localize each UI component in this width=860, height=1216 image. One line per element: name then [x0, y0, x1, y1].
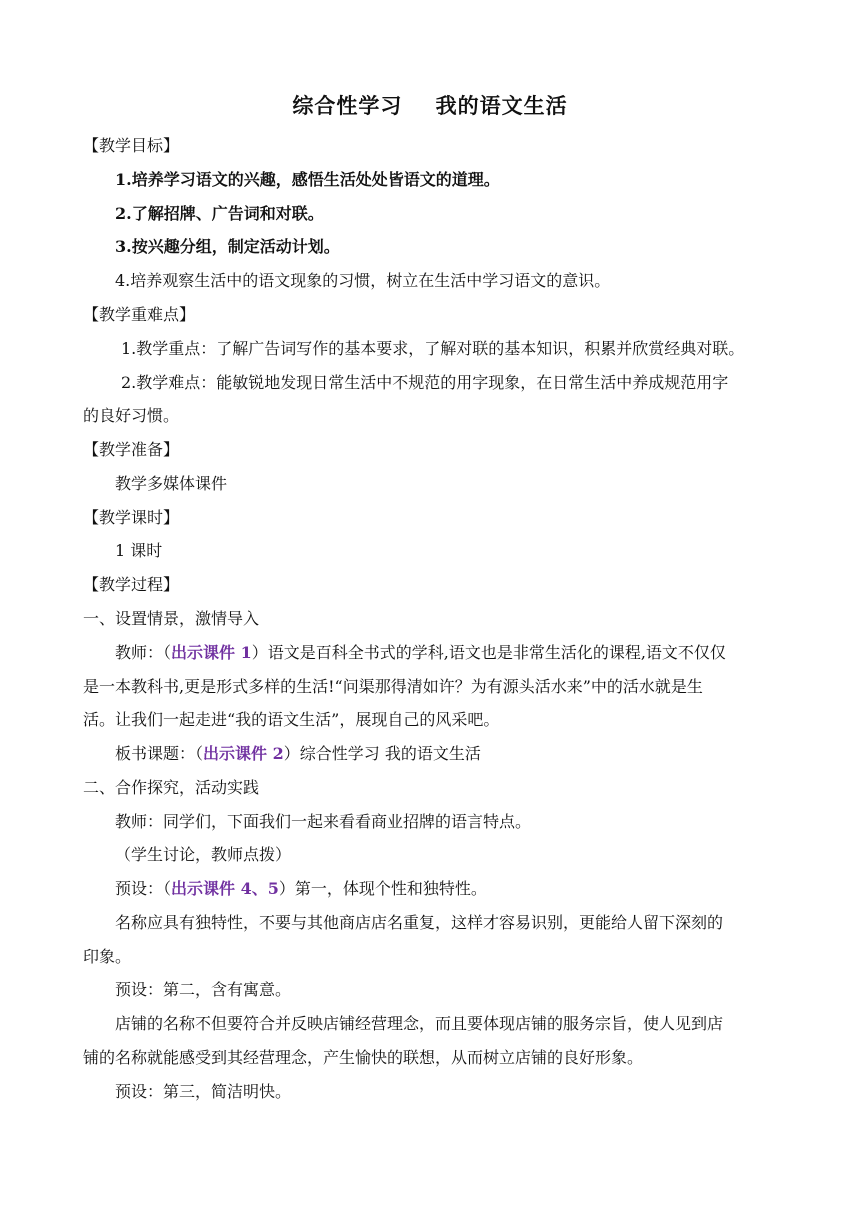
paragraph-line: 活。让我们一起走进“我的语文生活”，展现自己的风采吧。 [83, 710, 500, 729]
paragraph-line: 店铺的名称不但要符合并反映店铺经营理念，而且要体现店铺的服务宗旨，使人见到店 [115, 1014, 724, 1033]
section-heading-process: 【教学过程】 [83, 575, 180, 594]
period-text: 1 课时 [115, 541, 163, 560]
document-title: 综合性学习 我的语文生活 [292, 93, 568, 118]
section-heading-period: 【教学课时】 [83, 508, 180, 527]
goal-item: 4.培养观察生活中的语文现象的习惯，树立在生活中学习语文的意识。 [115, 271, 611, 290]
key-point-continuation: 的良好习惯。 [83, 406, 180, 425]
process-part2-heading: 二、合作探究，活动实践 [83, 778, 260, 797]
paragraph-text: ）语文是百科全书式的学科,语文也是非常生活化的课程,语文不仅仅 [251, 643, 726, 662]
paragraph-line: 预设：第二，含有寓意。 [115, 980, 292, 999]
paragraph-line: 教师：同学们，下面我们一起来看看商业招牌的语言特点。 [115, 812, 532, 831]
paragraph-line: 印象。 [83, 947, 132, 966]
paragraph-line [115, 744, 481, 764]
courseware-reference: 出示课件 1 [171, 643, 252, 662]
paragraph-line: 预设：第三，简洁明快。 [115, 1082, 292, 1101]
courseware-reference: 出示课件 4、5 [171, 879, 279, 898]
section-heading-key-points: 【教学重难点】 [83, 305, 196, 324]
paragraph-text: 预设：（ [115, 879, 172, 898]
paragraph-text: 教师：（ [115, 643, 172, 662]
paragraph-text: 板书课题：（ [115, 744, 204, 763]
section-heading-preparation: 【教学准备】 [83, 440, 180, 459]
key-point-item: 1.教学重点：了解广告词写作的基本要求，了解对联的基本知识，积累并欣赏经典对联。 [121, 339, 745, 358]
paragraph-text: ）第一，体现个性和独特性。 [278, 879, 487, 898]
paragraph-line: 铺的名称就能感受到其经营理念，产生愉快的联想，从而树立店铺的良好形象。 [83, 1048, 644, 1067]
key-point-item: 2.教学难点：能敏锐地发现日常生活中不规范的用字现象，在日常生活中养成规范用字 [121, 373, 729, 392]
paragraph-text: ）综合性学习 我的语文生活 [283, 744, 481, 763]
goal-item: 3.按兴趣分组，制定活动计划。 [115, 237, 340, 256]
paragraph-line [115, 879, 487, 899]
paragraph-line: 名称应具有独特性，不要与其他商店店名重复，这样才容易识别，更能给人留下深刻的 [115, 913, 724, 932]
section-heading-goals: 【教学目标】 [83, 136, 180, 155]
goal-item: 1.培养学习语文的兴趣，感悟生活处处皆语文的道理。 [115, 170, 500, 189]
preparation-text: 教学多媒体课件 [115, 474, 228, 493]
paragraph-line: 是一本教科书,更是形式多样的生活!“问渠那得清如许？为有源头活水来”中的活水就是生 [83, 677, 703, 696]
goal-item: 2.了解招牌、广告词和对联。 [115, 204, 324, 223]
paragraph-line: （学生讨论，教师点拨） [115, 845, 292, 864]
courseware-reference: 出示课件 2 [203, 744, 284, 763]
paragraph-line [115, 643, 726, 663]
process-part1-heading: 一、设置情景，激情导入 [83, 609, 260, 628]
